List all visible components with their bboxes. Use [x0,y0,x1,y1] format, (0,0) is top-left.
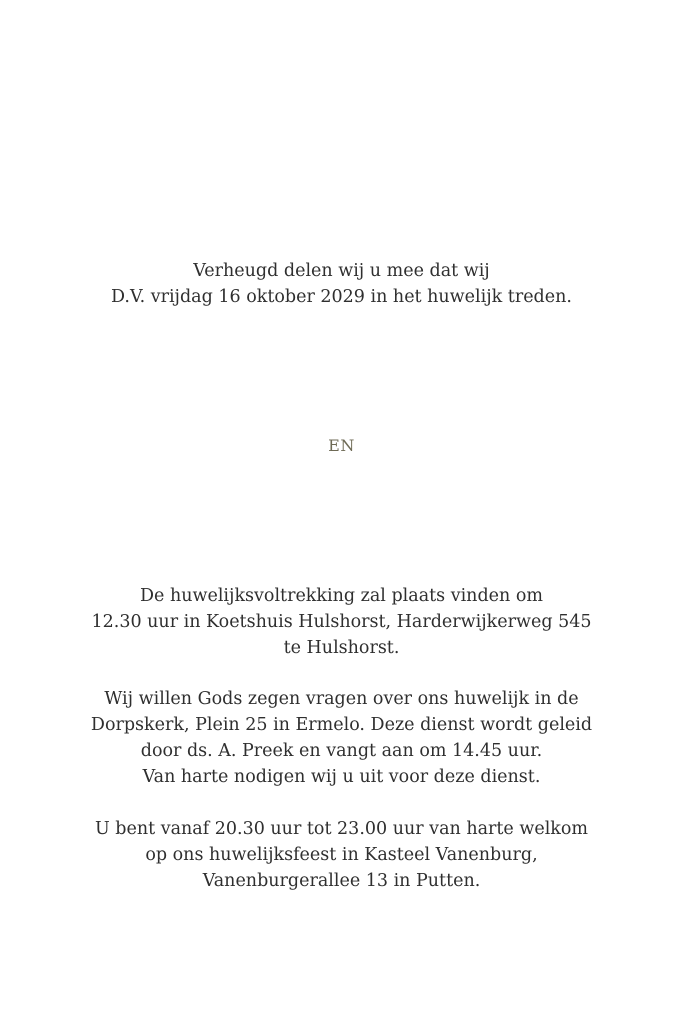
church-line: door ds. A. Preek en vangt aan om 14.45 uur. [140,741,543,761]
names-separator: EN [328,436,355,455]
intro-line: Verheugd delen wij u mee dat wij [193,261,490,281]
ceremony-line: De huwelijksvoltrekking zal plaats vinden om [140,586,543,606]
church-line: Van harte nodigen wij u uit voor deze dienst. [142,767,541,787]
party-line: U bent vanaf 20.30 uur tot 23.00 uur van harte welkom [94,819,589,839]
party-line: Vanenburgerallee 13 in Putten. [202,871,481,891]
church-service-details [0,686,683,790]
church-line: Dorpskerk, Plein 25 in Ermelo. Deze dienst wordt geleid [90,715,593,735]
ceremony-line: 12.30 uur in Koetshuis Hulshorst, Harderwijkerweg 545 [91,612,592,632]
church-line: Wij willen Gods zegen vragen over ons huwelijk in de [104,689,579,709]
party-line: op ons huwelijksfeest in Kasteel Vanenburg, [145,845,538,865]
intro-line: D.V. vrijdag 16 oktober 2029 in het huwelijk treden. [111,287,572,307]
ceremony-details [0,583,683,661]
intro-announcement [0,258,683,310]
ceremony-line: te Hulshorst. [283,638,400,658]
party-details [0,816,683,894]
